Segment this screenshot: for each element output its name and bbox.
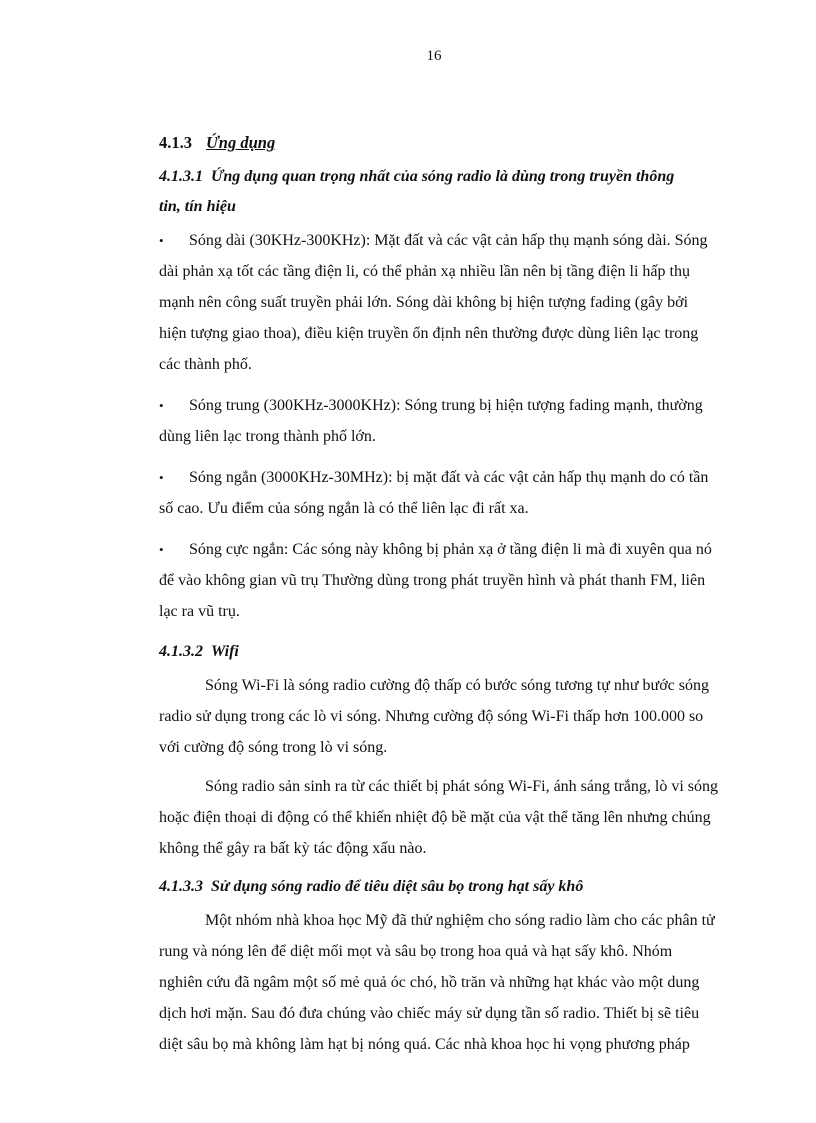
list-item-text: Sóng cực ngắn: Các sóng này không bị phản xạ ở tầng điện li mà đi xuyên qua nó để vào không gian vũ trụ Thường dùng trong phát truyền hình và phát thanh FM, liên lạc ra vũ trụ.: [159, 541, 712, 620]
paragraph: Một nhóm nhà khoa học Mỹ đã thử nghiệm cho sóng radio làm cho các phân tử rung và nóng lên để diệt mối mọt và sâu bọ trong hoa quả và hạt sấy khô. Nhóm nghiên cứu đã ngâm một số mẻ quả óc chó, hồ trăn và những hạt khác vào một dung dịch hơi mặn. Sau đó đưa chúng vào chiếc máy sử dụng tần số radio. Thiết bị sẽ tiêu diệt sâu bọ mà không làm hạt bị nóng quá. Các nhà khoa học hi vọng phương pháp: [159, 912, 715, 1053]
list-item-text: Sóng dài (30KHz-300KHz): Mặt đất và các vật cản hấp thụ mạnh sóng dài. Sóng dài phản xạ tốt các tầng điện li, có thể phản xạ nhiều lần nên bị tầng điện li hấp thụ mạnh nên công suất truyền phải lớn. Sóng dài không bị hiện tượng fading (gây bởi hiện tượng giao thoa), điều kiện truyền ổn định nên thường được dùng liên lạc trong các thành phố.: [159, 232, 708, 373]
subsection-2-number: 4.1.3.2: [159, 643, 203, 660]
subsection-1-number: 4.1.3.1: [159, 168, 203, 185]
list-item: [159, 390, 719, 452]
subsection-2-title: Wifi: [211, 643, 239, 660]
page-number: 16: [426, 48, 442, 64]
list-item: [159, 225, 719, 380]
section-title: Ứng dụng: [206, 133, 276, 152]
subsection-1-title-line1: Ứng dụng quan trọng nhất của sóng radio là dùng trong truyền thông: [211, 168, 675, 185]
list-item: [159, 462, 719, 524]
list-item-text: Sóng ngắn (3000KHz-30MHz): bị mặt đất và các vật cản hấp thụ mạnh do có tần số cao. Ưu điểm của sóng ngắn là có thể liên lạc đi rất xa.: [159, 469, 709, 517]
section-heading: [159, 128, 719, 158]
document-body: [159, 128, 719, 1068]
list-item: [159, 534, 719, 627]
subsection-3-title: Sử dụng sóng radio để tiêu diệt sâu bọ trong hạt sấy khô: [211, 878, 584, 895]
section-number: 4.1.3: [159, 133, 192, 152]
bullet-icon: •: [159, 470, 164, 485]
subsection-heading-3: [159, 872, 719, 902]
subsection-heading-2: [159, 637, 719, 667]
bullet-icon: •: [159, 542, 164, 557]
list-item-text: Sóng trung (300KHz-3000KHz): Sóng trung bị hiện tượng fading mạnh, thường dùng liên lạc trong thành phố lớn.: [159, 397, 703, 445]
subsection-3-number: 4.1.3.3: [159, 878, 203, 895]
paragraph: Sóng Wi-Fi là sóng radio cường độ thấp có bước sóng tương tự như bước sóng radio sử dụng trong các lò vi sóng. Nhưng cường độ sóng Wi-Fi thấp hơn 100.000 so với cường độ sóng trong lò vi sóng.: [159, 677, 710, 756]
bullet-icon: •: [159, 233, 164, 248]
bullet-icon: •: [159, 398, 164, 413]
paragraph: Sóng radio sản sinh ra từ các thiết bị phát sóng Wi-Fi, ánh sáng trắng, lò vi sóng hoặc điện thoại di động có thể khiến nhiệt độ bề mặt của vật thể tăng lên nhưng chúng không thể gây ra bất kỳ tác động xấu nào.: [159, 778, 718, 857]
subsection-1-title-line2: tin, tín hiệu: [159, 198, 236, 215]
subsection-heading-1: [159, 162, 719, 222]
